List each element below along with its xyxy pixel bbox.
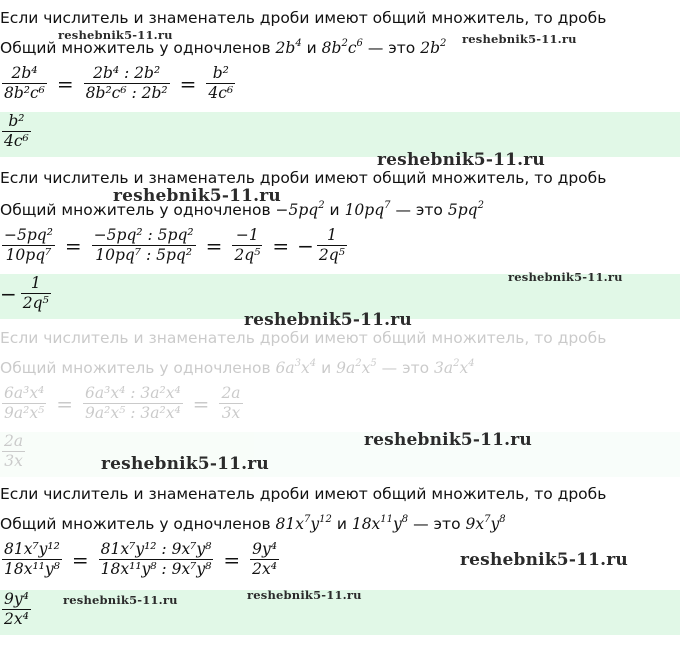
common-factor: $3a^2x^4$: [434, 358, 475, 377]
fraction-divided: $\frac{\text{81x⁷y¹² : 9x⁷y⁸}}{\text{18x¹¹y⁸ : 9x⁷y⁸}}$: [100, 540, 212, 578]
fraction-result: $\frac{\text{9y⁴}}{\text{2x⁴}}$: [252, 540, 277, 578]
watermark: reshebnik5-11.ru: [247, 588, 362, 602]
fraction-divided: $\frac{\text{−5pq² : 5pq²}}{\text{10pq⁷ : 5pq²}}$: [93, 226, 194, 264]
watermark: reshebnik5-11.ru: [101, 454, 269, 474]
monomial-1: $2b^4$: [275, 38, 302, 57]
fraction-divided: $\frac{\text{2b⁴ : 2b²}}{\text{8b²c⁶ : 2b²}}$: [85, 64, 168, 102]
monomial-2: $18x^{11}y^8$: [351, 514, 409, 533]
watermark: reshebnik5-11.ru: [377, 150, 545, 170]
common-prefix: Общий множитель у одночленов: [0, 201, 271, 219]
watermark: reshebnik5-11.ru: [460, 550, 628, 570]
answer-fraction: $\frac{\text{9y⁴}}{\text{2x⁴}}$: [4, 590, 29, 628]
is-word: — это: [413, 515, 461, 533]
and-word: и: [336, 515, 347, 533]
answer-minus-sign: −: [0, 282, 17, 306]
fraction-result: $\frac{2a}{3x}$: [221, 384, 241, 422]
fraction-original: $\frac{\text{81x⁷y¹²}}{\text{18x¹¹y⁸}}$: [4, 540, 60, 578]
example-section-2: [0, 160, 680, 320]
fraction-result: $\frac{\text{b²}}{\text{4c⁶}}$: [208, 64, 234, 102]
rule-text: Если числитель и знаменатель дроби имеют общий множитель, то дробь: [0, 9, 607, 27]
and-word: и: [321, 359, 332, 377]
equation-row: [0, 226, 349, 265]
watermark: reshebnik5-11.ru: [508, 270, 623, 284]
watermark: reshebnik5-11.ru: [113, 186, 281, 206]
answer-fraction: $\frac{2a}{3x}$: [4, 432, 24, 470]
equals-sign: =: [223, 547, 241, 572]
watermark: reshebnik5-11.ru: [63, 593, 178, 607]
common-prefix: Общий множитель у одночленов: [0, 359, 271, 377]
equals-sign: =: [179, 71, 197, 96]
monomial-1: $81x^7y^{12}$: [275, 514, 332, 533]
equation-row: [0, 64, 237, 103]
answer-band: [0, 112, 680, 157]
common-prefix: Общий множитель у одночленов: [0, 515, 271, 533]
fraction-original: $\frac{\text{2b⁴}}{\text{8b²c⁶}}$: [4, 64, 45, 102]
common-factor: $2b^2$: [420, 38, 447, 57]
rule-text: Если числитель и знаменатель дроби имеют общий множитель, то дробь: [0, 329, 607, 347]
example-section-4: [0, 480, 680, 669]
minus-sign: −: [297, 233, 314, 258]
equals-sign: =: [192, 391, 210, 416]
is-word: — это: [395, 201, 443, 219]
and-word: и: [329, 201, 340, 219]
is-word: — это: [381, 359, 430, 377]
equals-sign: =: [205, 233, 223, 258]
fraction-original: $\frac{\text{−5pq²}}{\text{10pq⁷}}$: [4, 226, 53, 264]
fraction-result: $\frac{1}{\text{2q⁵}}$: [318, 226, 345, 264]
example-section-1: [0, 0, 680, 160]
monomial-1: $-5pq^2$: [275, 200, 325, 219]
rule-text: Если числитель и знаменатель дроби имеют общий множитель, то дробь: [0, 169, 607, 187]
common-factor: $5pq^2$: [447, 200, 484, 219]
monomial-2: $8b^2c^6$: [321, 38, 363, 57]
answer-fraction: − $\frac{1}{\text{2q⁵}}$: [0, 274, 49, 312]
fraction-original: $\frac{\text{6a³x⁴}}{\text{9a²x⁵}}$: [4, 384, 45, 422]
answer-fraction: $\frac{\text{b²}}{\text{4c⁶}}$: [4, 112, 29, 150]
watermark: reshebnik5-11.ru: [462, 32, 577, 46]
and-word: и: [306, 39, 317, 57]
monomial-2: $10pq^7$: [344, 200, 391, 219]
equals-sign: =: [71, 547, 89, 572]
equation-row: [0, 384, 245, 423]
equals-sign: =: [64, 233, 82, 258]
watermark: reshebnik5-11.ru: [244, 310, 412, 330]
common-factor: $9x^7y^8$: [465, 514, 506, 533]
is-word: — это: [367, 39, 416, 57]
monomial-2: $9a^2x^5$: [336, 358, 377, 377]
equals-sign: =: [56, 71, 74, 96]
rule-text: Если числитель и знаменатель дроби имеют общий множитель, то дробь: [0, 485, 607, 503]
equation-row: [0, 540, 281, 579]
monomial-1: $6a^3x^4$: [275, 358, 317, 377]
fraction-divided: $\frac{\text{6a³x⁴ : 3a²x⁴}}{\text{9a²x⁵ : 3a²x⁴}}$: [85, 384, 181, 422]
fraction-reduced: $\frac{-1}{\text{2q⁵}}$: [234, 226, 261, 264]
common-prefix: Общий множитель у одночленов: [0, 39, 271, 57]
common-factor-line: [0, 514, 506, 534]
equals-sign: =: [272, 233, 290, 258]
equals-sign: =: [56, 391, 74, 416]
common-factor-line: [0, 358, 475, 378]
watermark: reshebnik5-11.ru: [364, 430, 532, 450]
watermark: reshebnik5-11.ru: [58, 28, 173, 42]
